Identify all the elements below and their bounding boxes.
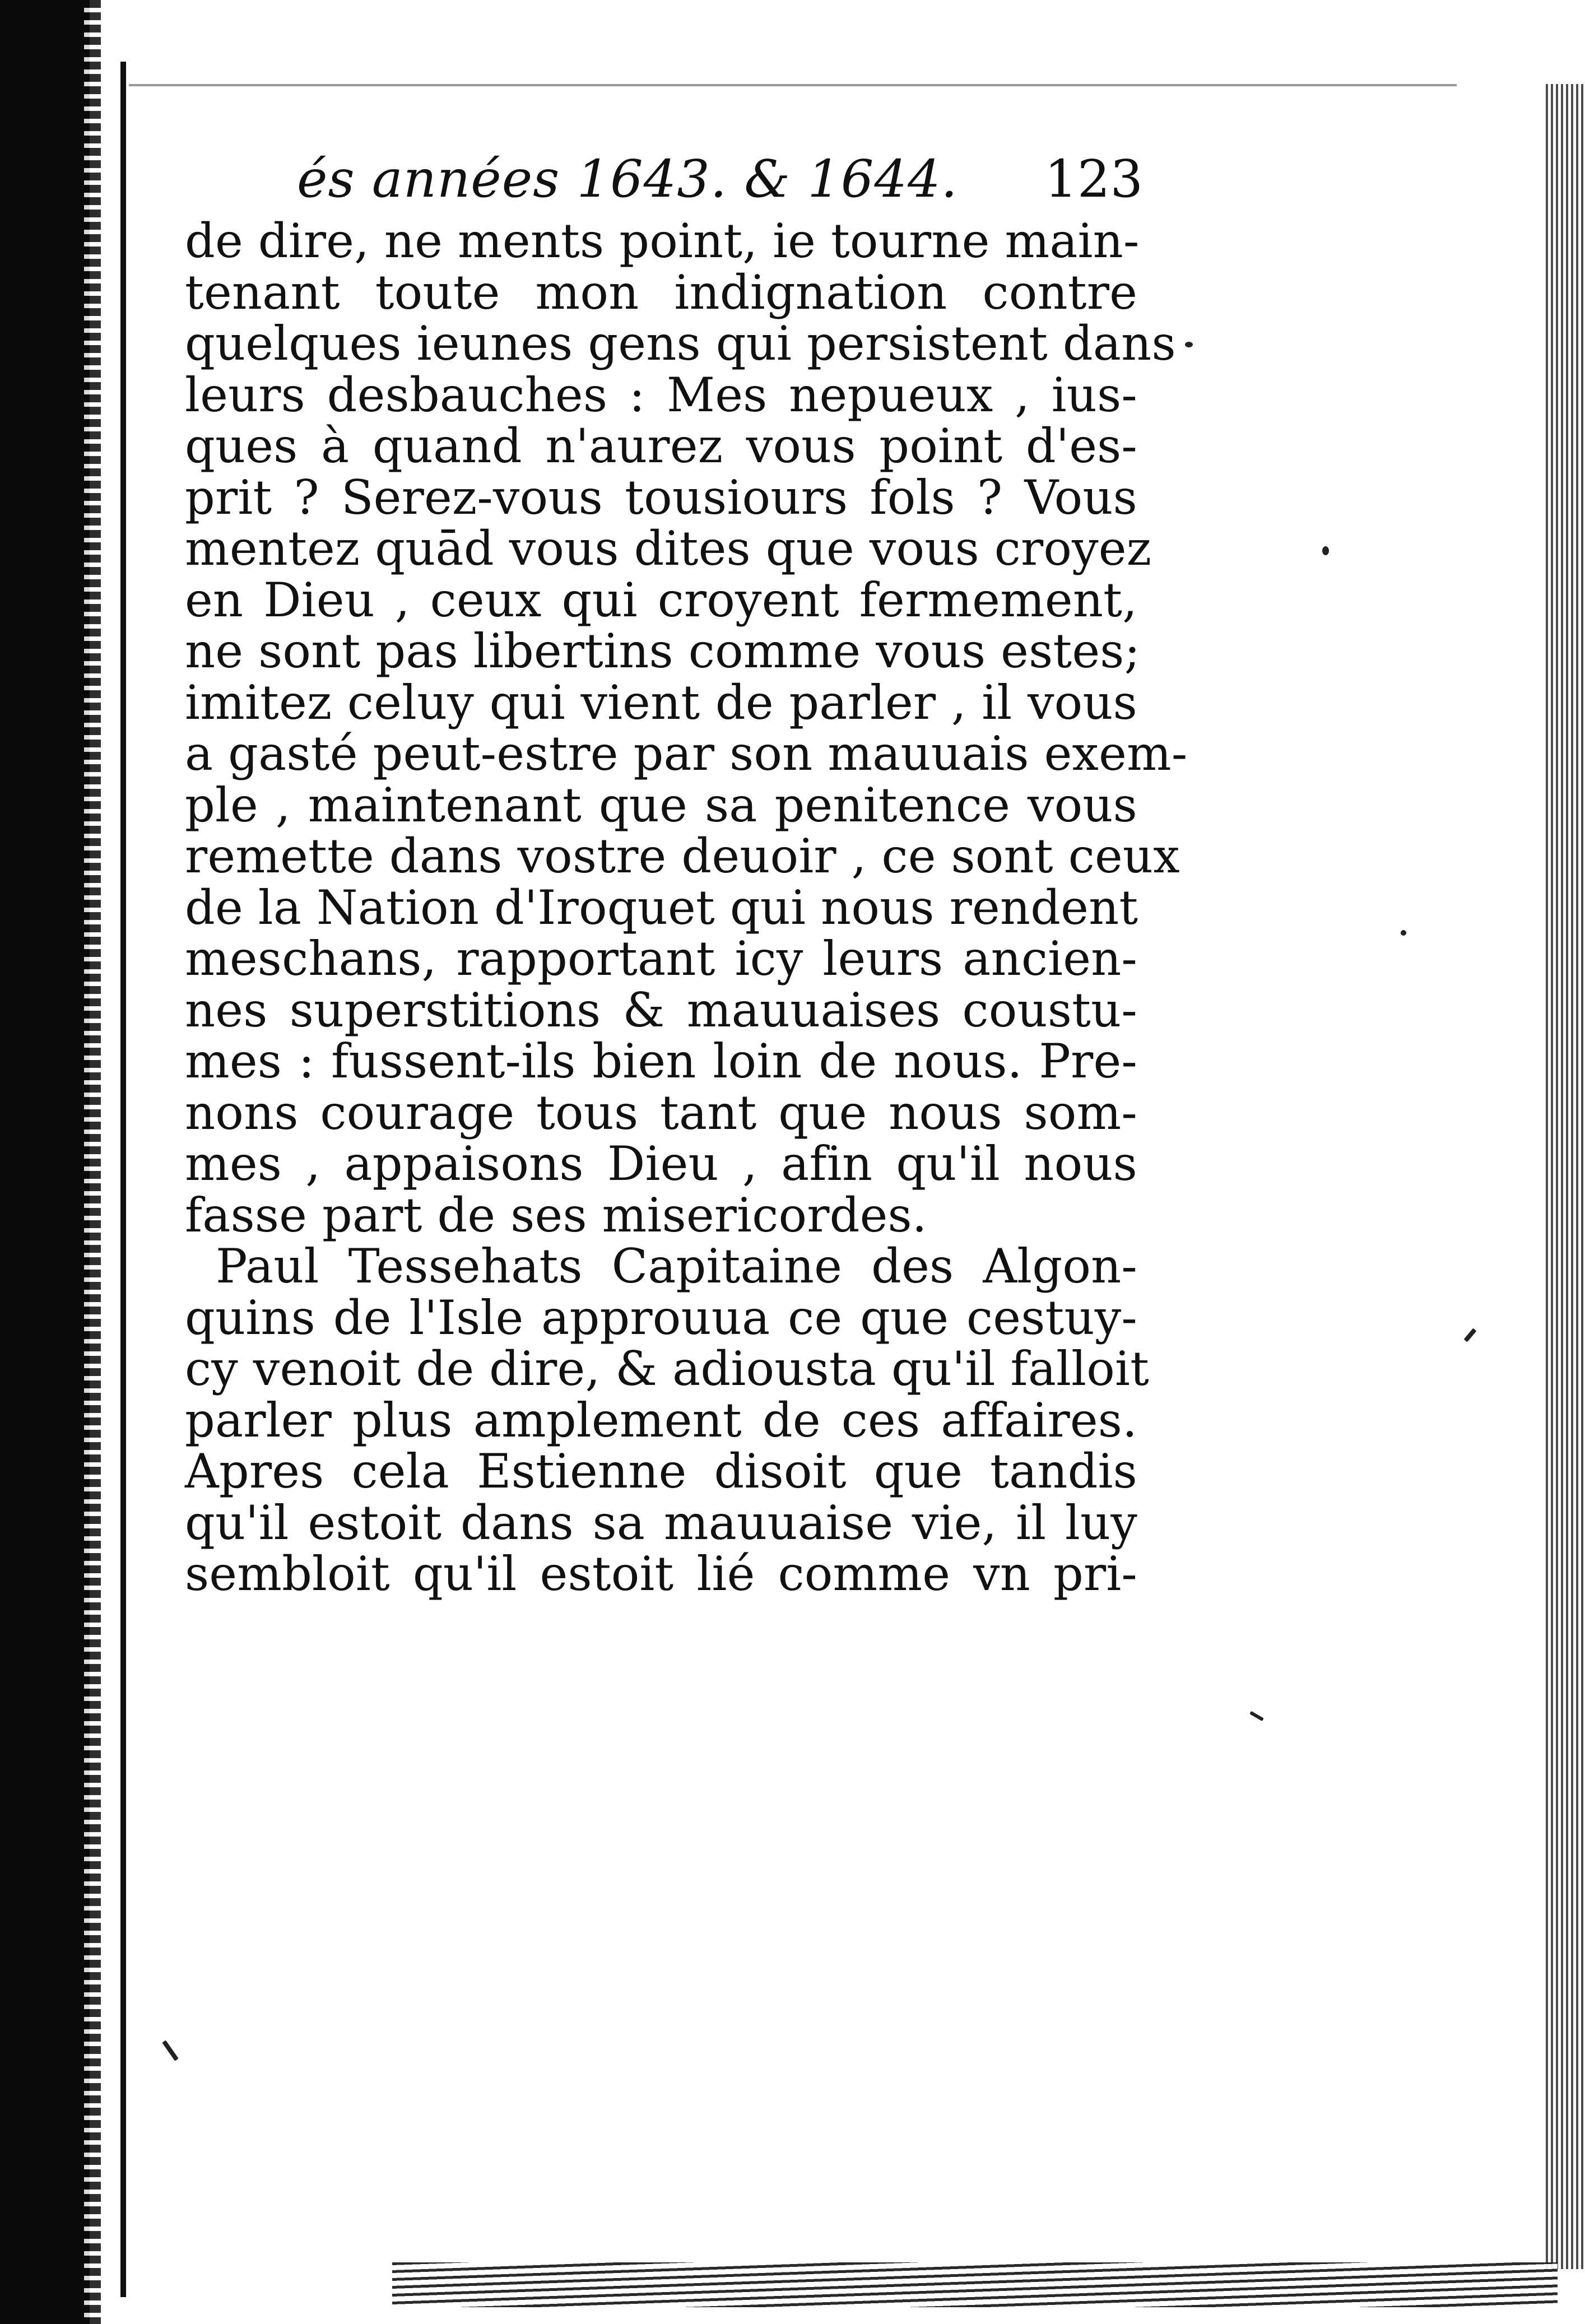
text-line: mes , appaisons Dieu , afin qu'il nous [185, 1136, 1137, 1191]
scan-speck [1401, 930, 1406, 936]
text-line: prit ? Serez-vous tousiours fols ? Vous [185, 470, 1137, 525]
page-gutter-line [120, 62, 126, 2297]
page-top-edge [129, 84, 1457, 86]
page-fore-edge-right [1546, 84, 1585, 2269]
scan-border-texture [84, 0, 101, 2324]
text-line: imitez celuy qui vient de parler , il vous [185, 675, 1137, 730]
text-line: meschans, rapportant icy leurs ancien- [185, 931, 1137, 986]
page-number: 123 [1044, 149, 1143, 209]
scan-speck [1322, 546, 1329, 555]
text-line: mes : fussent-ils bien loin de nous. Pre- [185, 1034, 1137, 1089]
text-line: en Dieu , ceux qui croyent fermement, [185, 572, 1137, 628]
running-head [185, 143, 1143, 216]
text-line: sembloit qu'il estoit lié comme vn pri- [185, 1546, 1137, 1601]
scan-speck [1185, 342, 1193, 347]
text-line: qu'il estoit dans sa mauuaise vie, il luy [185, 1495, 1137, 1550]
text-line: remette dans vostre deuoir , ce sont ceux [185, 829, 1180, 884]
text-line: Apres cela Estienne disoit que tandis [185, 1444, 1137, 1499]
text-line: cy venoit de dire, & adiousta qu'il falloit [185, 1341, 1150, 1396]
text-line: a gasté peut-estre par son mauuais exem- [185, 726, 1188, 781]
text-line: nons courage tous tant que nous som- [185, 1085, 1137, 1140]
running-head-title: és années 1643. & 1644. [297, 149, 958, 209]
page-fore-edge-bottom [392, 2262, 1558, 2307]
text-line: fasse part de ses misericordes. [185, 1187, 927, 1243]
text-line: ple , maintenant que sa penitence vous [185, 777, 1137, 833]
scan-speck [162, 2040, 178, 2061]
text-line: quins de l'Isle approuua ce que cestuy- [185, 1290, 1137, 1345]
text-line: quelques ieunes gens qui persistent dans [185, 316, 1176, 371]
text-line: ques à quand n'aurez vous point d'es- [185, 419, 1137, 473]
text-line: ne sont pas libertins comme vous estes; [185, 624, 1141, 678]
book-page [185, 143, 1188, 1601]
text-line: parler plus amplement de ces affaires. [185, 1392, 1137, 1448]
scan-speck [1464, 1328, 1477, 1342]
text-line: tenant toute mon indignation contre [185, 264, 1137, 320]
body-text [185, 213, 1188, 1601]
paragraph-start-line: Paul Tessehats Capitaine des Algon- [216, 1239, 1137, 1294]
text-line: de dire, ne ments point, ie tourne main- [185, 213, 1140, 268]
scan-speck [1249, 1711, 1264, 1721]
text-line: leurs desbauches : Mes nepueux , ius- [185, 367, 1137, 422]
scan-border-left [0, 0, 90, 2324]
text-line: de la Nation d'Iroquet qui nous rendent [185, 880, 1138, 935]
text-line: nes superstitions & mauuaises coustu- [185, 982, 1137, 1038]
text-line: mentez quād vous dites que vous croyez [185, 521, 1152, 576]
